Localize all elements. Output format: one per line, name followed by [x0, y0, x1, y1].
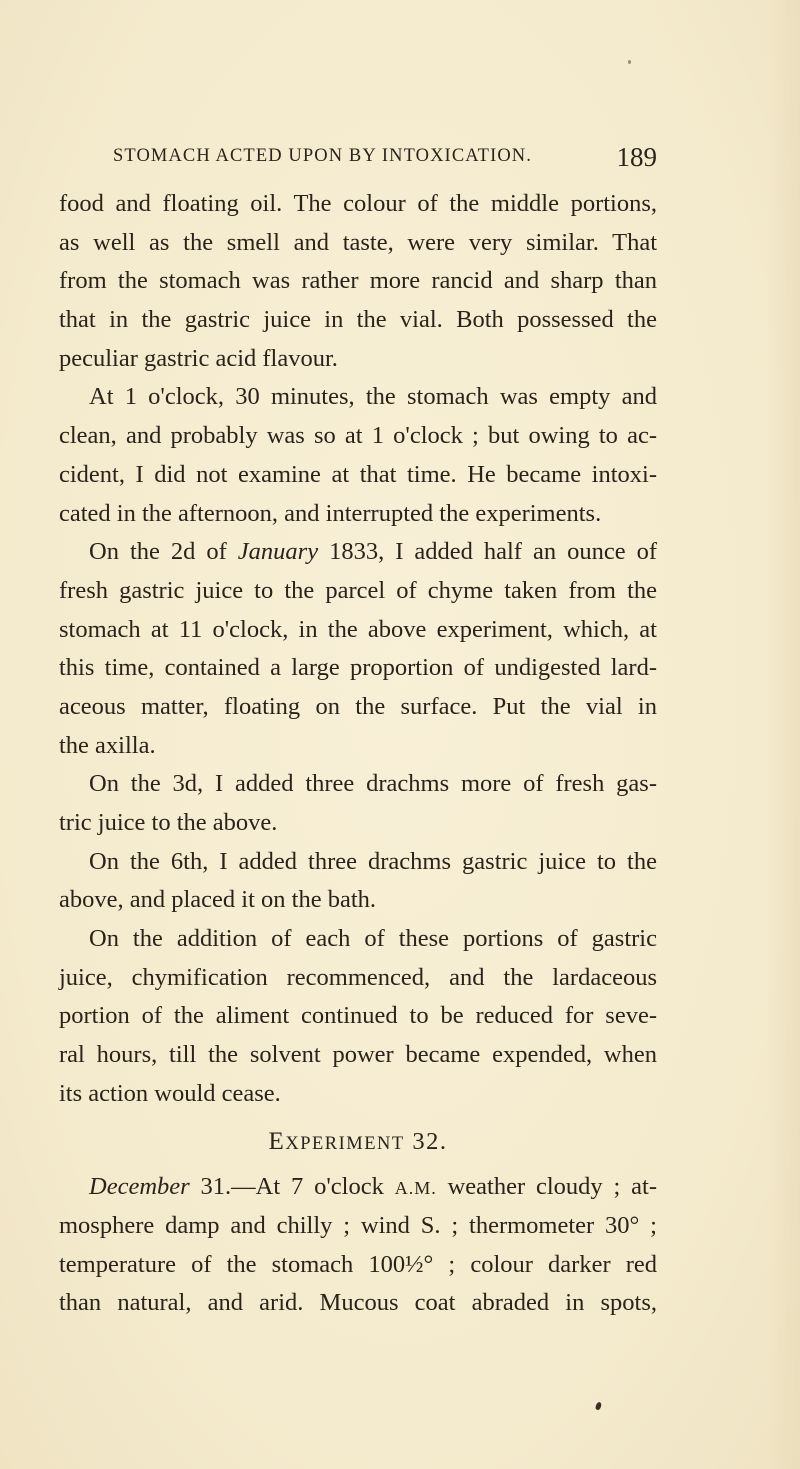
text-segment: weather cloudy ; at- — [436, 1173, 657, 1201]
text-line: fresh gastric juice to the parcel of chyme taken from the — [59, 576, 657, 604]
text-line: than natural, and arid. Mucous coat abraded in spots, — [59, 1289, 657, 1317]
text-line: the axilla. — [59, 731, 156, 759]
text-line: On the 3d, I added three drachms more of fresh gas- — [89, 770, 657, 798]
page-edge-shadow — [766, 0, 800, 1469]
text-segment: 31.—At 7 o'clock — [189, 1173, 395, 1201]
text-line: from the stomach was rather more rancid and sharp than — [59, 267, 657, 295]
text-line: mosphere damp and chilly ; wind S. ; thermometer 30° ; — [59, 1211, 657, 1239]
paper-speck — [628, 60, 631, 64]
page-number: 189 — [616, 142, 657, 172]
text-line: tric juice to the above. — [59, 809, 278, 836]
heading-number: 32. — [404, 1127, 448, 1155]
text-line: juice, chymification recommenced, and the lardaceous — [59, 963, 657, 991]
text-line: temperature of the stomach 100½° ; colour darker red — [59, 1250, 657, 1278]
text-line: stomach at 11 o'clock, in the above experiment, which, at — [59, 615, 657, 643]
text-line: On the 6th, I added three drachms gastric juice to the — [89, 847, 657, 875]
experiment-heading — [59, 1123, 657, 1162]
text-line: as well as the smell and taste, were very similar. That — [59, 228, 657, 256]
text-line: portion of the aliment continued to be reduced for seve- — [59, 1002, 657, 1030]
text-line: On the addition of each of these portions of gastric — [89, 925, 657, 953]
text-segment: On the 2d of — [89, 538, 227, 566]
text-line: peculiar gastric acid flavour. — [59, 344, 338, 372]
heading-smallcaps: XPERIMENT — [285, 1133, 405, 1154]
text-line: its action would cease. — [59, 1079, 281, 1107]
text-line: food and floating oil. The colour of the middle portions, — [59, 190, 657, 217]
body-text — [59, 185, 657, 1323]
text-line: aceous matter, floating on the surface. Put the vial in — [59, 692, 657, 720]
smallcaps-am: A.M. — [394, 1178, 437, 1199]
italic-month: December — [89, 1173, 190, 1201]
text-line: ral hours, till the solvent power became expended, when — [59, 1041, 657, 1069]
text-line: cident, I did not examine at that time. He became intoxi- — [59, 460, 657, 488]
text-line: clean, and probably was so at 1 o'clock ; but owing to ac- — [59, 422, 657, 450]
heading-initial: E — [268, 1127, 286, 1155]
running-title: STOMACH ACTED UPON BY INTOXICATION. — [113, 146, 532, 166]
text-line — [59, 533, 657, 572]
running-head — [113, 142, 657, 176]
text-line: above, and placed it on the bath. — [59, 886, 377, 914]
text-line — [59, 1168, 657, 1207]
italic-month: January — [237, 538, 319, 566]
text-line: that in the gastric juice in the vial. Both possessed the — [59, 306, 657, 334]
text-line: At 1 o'clock, 30 minutes, the stomach was empty and — [89, 383, 657, 411]
text-segment: 1833, I added half an ounce of — [329, 538, 657, 566]
text-line: cated in the afternoon, and interrupted the experiments. — [59, 499, 602, 527]
text-line: this time, contained a large proportion of undigested lard- — [59, 654, 657, 682]
